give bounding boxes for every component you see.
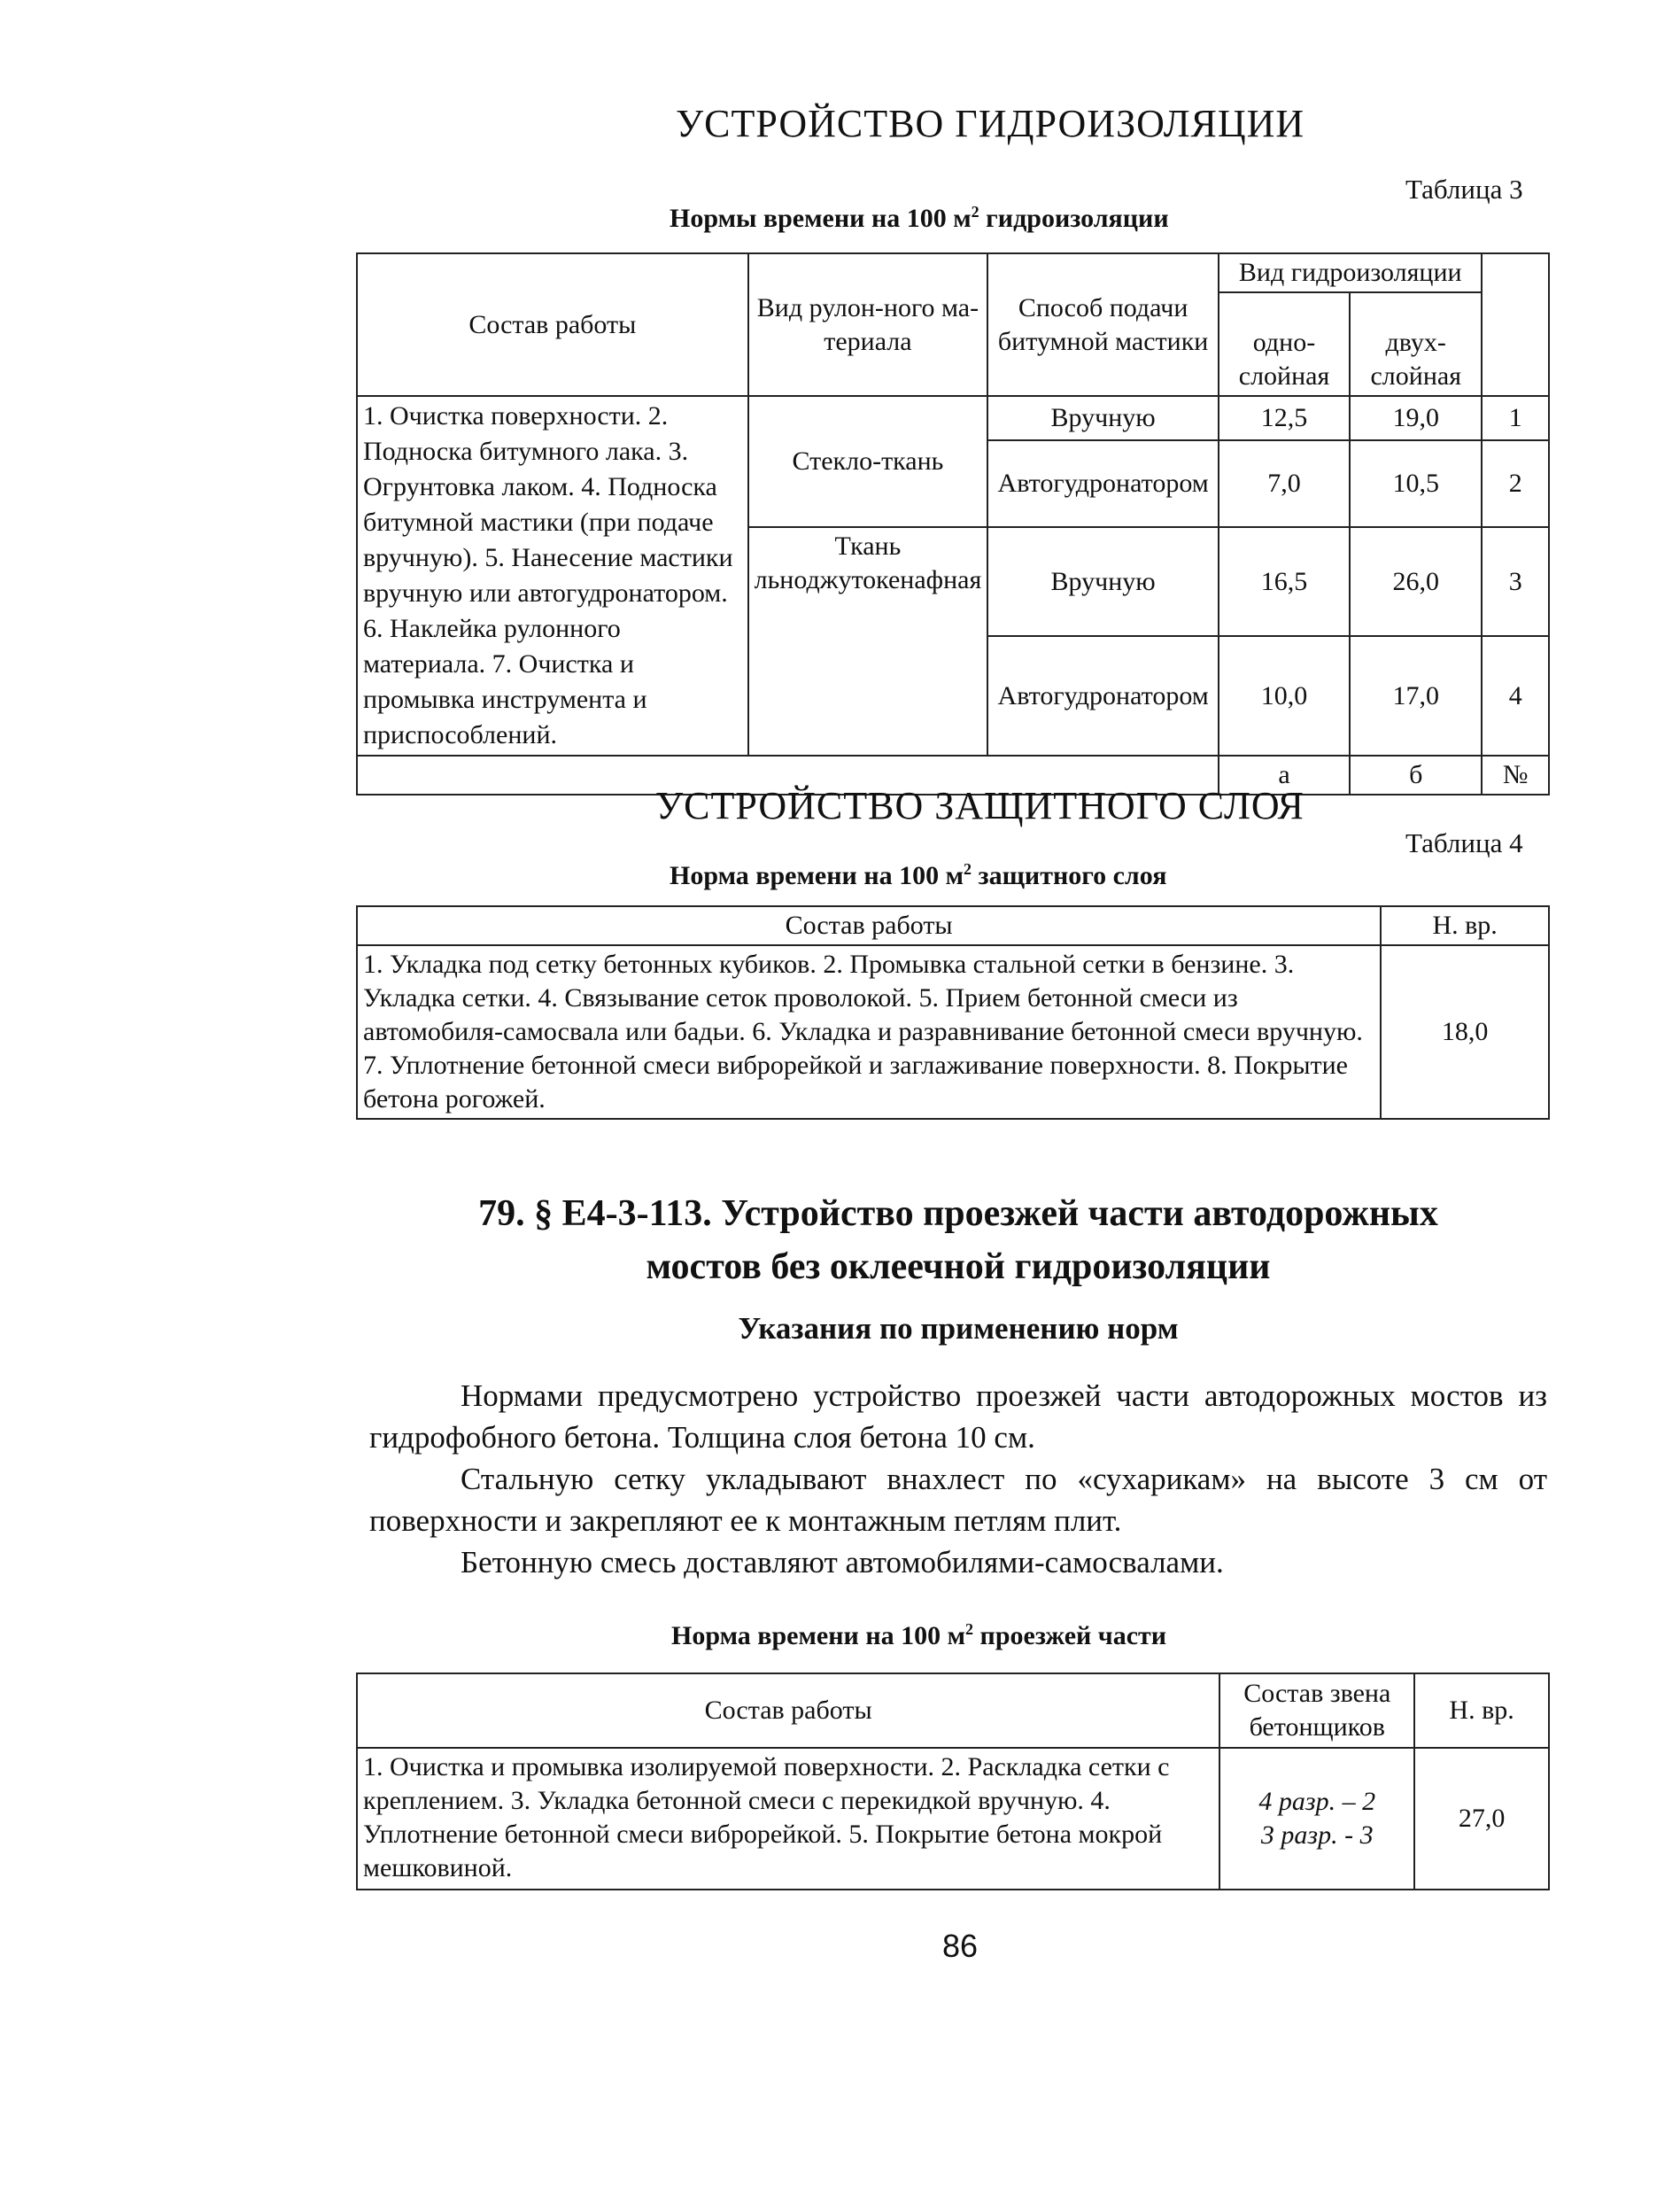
section-heading-79: [369, 1187, 1547, 1293]
norm-value: 27,0: [1414, 1748, 1549, 1890]
header-number-empty: [1482, 253, 1549, 396]
row-number: 3: [1482, 527, 1549, 636]
method-cell: Автогудронатором: [987, 440, 1219, 527]
header-double: двух-слойная: [1350, 292, 1482, 396]
header-work: Состав работы: [357, 253, 748, 396]
header-work: Состав работы: [357, 1673, 1219, 1748]
table-label-3: Таблица 3: [1405, 174, 1523, 205]
header-work: Состав работы: [357, 906, 1381, 945]
table-label-4: Таблица 4: [1405, 827, 1523, 858]
caption-text: Норма времени на 100 м: [670, 861, 964, 890]
value-a: 7,0: [1219, 440, 1350, 527]
caption-text: Норма времени на 100 м: [671, 1621, 966, 1650]
caption-text-post: защитного слоя: [972, 861, 1167, 890]
section-title-protective-layer: УСТРОЙСТВО ЗАЩИТНОГО СЛОЯ: [655, 784, 1305, 827]
page-number: 86: [942, 1928, 979, 1964]
value-a: 10,0: [1219, 636, 1350, 756]
caption-text-post: проезжей части: [973, 1621, 1167, 1650]
table-caption-5: [671, 1621, 1166, 1651]
method-cell: Вручную: [987, 527, 1219, 636]
row-number: 2: [1482, 440, 1549, 527]
value-a: 12,5: [1219, 396, 1350, 440]
header-single: одно-слойная: [1219, 292, 1350, 396]
material-fiberglass: Стекло-ткань: [748, 396, 988, 527]
table-roadway: [356, 1673, 1550, 1890]
header-norm: Н. вр.: [1381, 906, 1549, 945]
method-cell: Вручную: [987, 396, 1219, 440]
header-material: Вид рулон-ного ма-териала: [748, 253, 988, 396]
caption-text-post: гидроизоляции: [979, 204, 1169, 233]
norm-value: 18,0: [1381, 945, 1549, 1119]
value-b: 10,5: [1350, 440, 1482, 527]
header-method: Способ подачи битумной мастики: [987, 253, 1219, 396]
value-b: 17,0: [1350, 636, 1482, 756]
table-caption-3: [670, 204, 1169, 234]
paragraph-1: Нормами предусмотрено устройство проезжей части автодорожных мостов из гидрофобного бетона. Толщина слоя бетона 10 см.: [369, 1378, 1547, 1455]
work-description: 1. Очистка и промывка изолируемой поверхности. 2. Раскладка сетки с креплением. 3. Укладка бетонной смеси с перекидкой вручную. 4. Уплотнение бетонной смеси виброрейкой. 5. Покрытие бетона мокрой мешковиной.: [357, 1748, 1219, 1890]
value-b: 26,0: [1350, 527, 1482, 636]
caption-text: Нормы времени на 100 м: [670, 204, 972, 233]
value-b: 19,0: [1350, 396, 1482, 440]
method-cell: Автогудронатором: [987, 636, 1219, 756]
header-crew: Состав звена бетонщиков: [1219, 1673, 1414, 1748]
heading-line-2: мостов без оклеечной гидроизоляции: [646, 1246, 1271, 1287]
paragraph-3: Бетонную смесь доставляют автомобилями-самосвалами.: [461, 1545, 1224, 1579]
work-description: 1. Укладка под сетку бетонных кубиков. 2. Промывка стальной сетки в бензине. 3. Укладка сетки. 4. Связывание сеток проволокой. 5. Прием бетонной смеси из автомобиля-самосвала или бадьи. 6. Укладка и разравнивание бетонной смеси вручную. 7. Уплотнение бетонной смеси виброрейкой и заглаживание поверхности. 8. Покрытие бетона рогожей.: [357, 945, 1381, 1119]
paragraph-2: Стальную сетку укладывают внахлест по «сухарикам» на высоте 3 см от поверхности и закрепляют ее к монтажным петлям плит.: [369, 1462, 1547, 1538]
footer-b: б: [1350, 756, 1482, 795]
work-description: 1. Очистка поверхности. 2. Подноска битумного лака. 3. Огрунтовка лаком. 4. Подноска битумной мастики (при подаче вручную). 5. Нанесение мастики вручную или автогудронатором. 6. Наклейка рулонного материала. 7. Очистка и промывка инструмента и приспособлений.: [357, 396, 748, 756]
footer-a: а: [1219, 756, 1350, 795]
crew-line-1: 4 разр. – 2: [1258, 1787, 1376, 1816]
table-caption-4: [670, 861, 1166, 891]
table-protective-layer: [356, 905, 1550, 1120]
row-number: 4: [1482, 636, 1549, 756]
caption-sup: 2: [964, 860, 972, 878]
header-type-group: Вид гидроизоляции: [1219, 253, 1482, 292]
material-linen-jute: Ткань льноджутокенафная: [748, 527, 988, 756]
heading-line-1: 79. § Е4-3-113. Устройство проезжей части автодорожных: [478, 1193, 1438, 1234]
caption-sup: 2: [965, 1620, 974, 1638]
row-number: 1: [1482, 396, 1549, 440]
crew-composition: [1219, 1748, 1414, 1890]
caption-sup: 2: [971, 203, 979, 221]
value-a: 16,5: [1219, 527, 1350, 636]
subheading-instructions: Указания по применению норм: [738, 1311, 1179, 1346]
footer-number: №: [1482, 756, 1549, 795]
crew-line-2: 3 разр. - 3: [1260, 1820, 1374, 1850]
section-title-waterproofing: УСТРОЙСТВО ГИДРОИЗОЛЯЦИИ: [676, 102, 1305, 145]
table-waterproofing: [356, 252, 1550, 796]
header-norm: Н. вр.: [1414, 1673, 1549, 1748]
